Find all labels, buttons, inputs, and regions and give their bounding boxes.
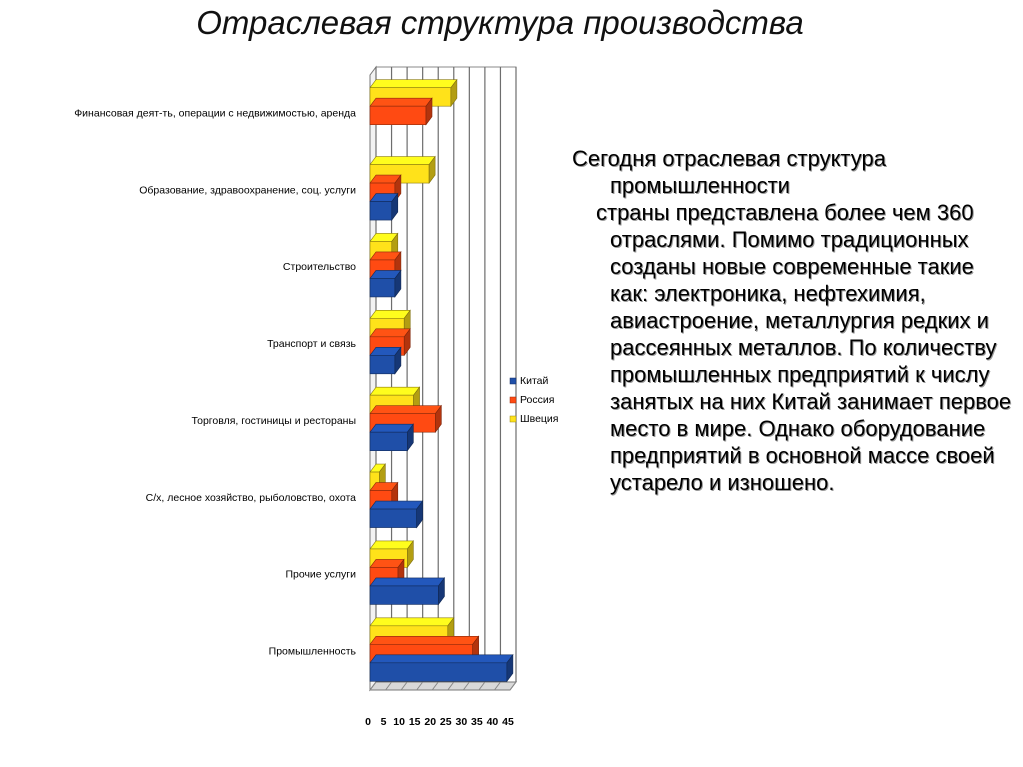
x-tick-label: 10 <box>393 716 405 728</box>
x-tick-label: 45 <box>502 716 514 728</box>
x-tick-label: 40 <box>486 716 499 728</box>
bar <box>370 355 395 374</box>
bar-top-face <box>370 98 432 106</box>
category-label: С/х, лесное хозяйство, рыболовство, охота <box>145 491 356 504</box>
category-label: Торговля, гостиницы и рестораны <box>191 414 356 427</box>
x-axis-ticks <box>365 716 514 728</box>
chart-floor <box>370 682 516 690</box>
legend-swatch <box>510 397 516 403</box>
legend-swatch <box>510 416 516 422</box>
bar <box>370 278 395 297</box>
bar-top-face <box>370 157 435 165</box>
x-tick-label: 30 <box>455 716 468 728</box>
category-labels <box>74 107 356 657</box>
x-tick-label: 5 <box>380 716 387 728</box>
slide-title: Отраслевая структура производства <box>196 4 804 41</box>
bar-top-face <box>370 80 457 88</box>
bar-top-face <box>370 655 513 663</box>
bar <box>370 106 426 125</box>
category-label: Транспорт и связь <box>267 338 356 351</box>
bar <box>370 509 417 528</box>
bar-top-face <box>370 578 444 586</box>
bar-top-face <box>370 387 420 395</box>
bar-top-face <box>370 618 454 626</box>
paragraph-intro: Сегодня отраслевая структура промышленности <box>572 146 886 198</box>
bar <box>370 586 438 605</box>
bar-top-face <box>370 310 410 318</box>
category-label: Прочие услуги <box>285 568 356 581</box>
bar-top-face <box>370 329 410 337</box>
x-tick-label: 0 <box>365 716 371 728</box>
bar-top-face <box>370 406 441 414</box>
x-tick-label: 25 <box>439 716 452 728</box>
x-tick-label: 35 <box>471 716 483 728</box>
legend-label: Россия <box>520 394 555 406</box>
bar-top-face <box>370 501 423 509</box>
bar-top-face <box>370 424 413 432</box>
legend-swatch <box>510 378 516 384</box>
bar-top-face <box>370 541 413 549</box>
bar <box>370 663 507 682</box>
legend-label: Китай <box>520 375 549 387</box>
chart-legend <box>510 375 559 425</box>
legend-label: Швеция <box>520 413 559 425</box>
category-label: Финансовая деят-ть, операции с недвижимостью, аренда <box>74 107 356 120</box>
bar-top-face <box>370 636 479 644</box>
x-tick-label: 20 <box>424 716 437 728</box>
category-label: Промышленность <box>268 645 356 658</box>
body-text <box>572 145 1012 496</box>
paragraph-details: страны представлена более чем 360 отраслями. Помимо традиционных созданы новые современные такие как: электроника, нефтехимия, авиастроение, металлургия редких и рассеянных металлов. По количеству промышленных предприятий к числу занятых на них Китай занимает первое место в мире. Однако оборудование предприятий в основной массе своей устарело и изношено. <box>596 200 1012 495</box>
x-tick-label: 15 <box>408 716 421 728</box>
category-label: Строительство <box>282 261 356 274</box>
bar <box>370 432 407 451</box>
bar <box>370 202 392 221</box>
category-label: Образование, здравоохранение, соц. услуги <box>139 184 356 197</box>
